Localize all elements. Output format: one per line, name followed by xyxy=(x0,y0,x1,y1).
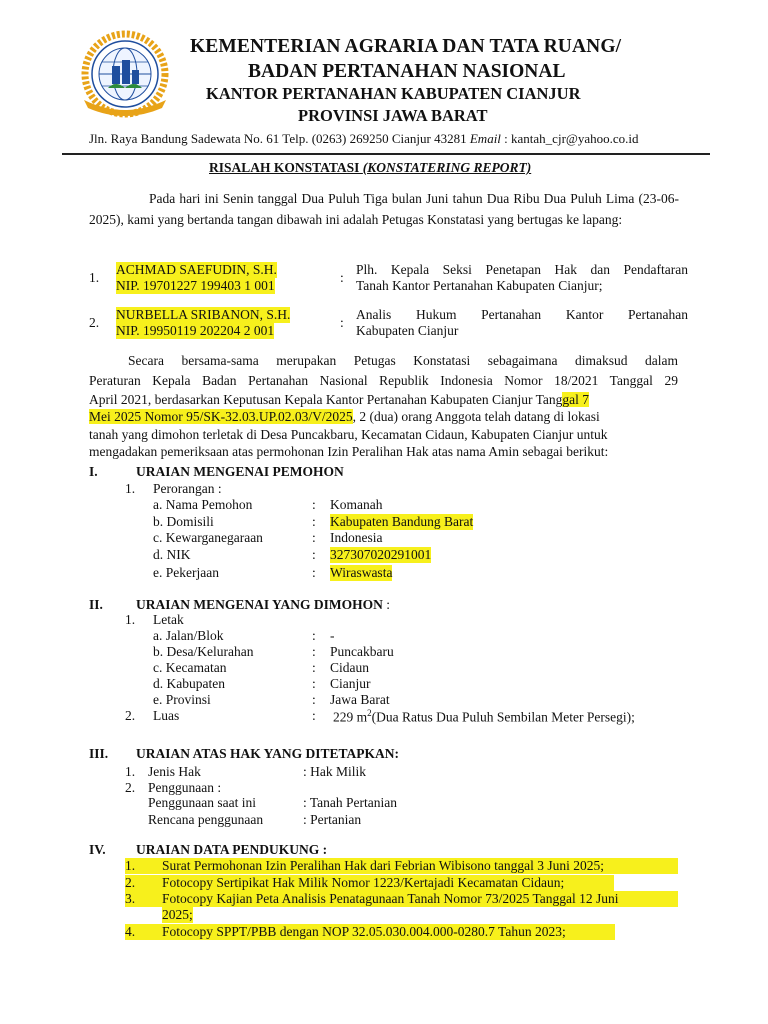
field-label: a. Jalan/Blok xyxy=(153,628,224,643)
section-roman: III. xyxy=(89,746,109,761)
header-address xyxy=(89,131,639,147)
field-value: Indonesia xyxy=(330,530,383,545)
area-value: 229 m xyxy=(333,709,368,725)
body-text: , 2 (dua) orang Anggota telah datang di lokasi xyxy=(352,409,600,424)
officer-role-line2: Tanah Kantor Pertanahan Kabupaten Cianjur; xyxy=(356,278,603,293)
field-value: Jawa Barat xyxy=(330,692,390,707)
list-text: Fotocopy Sertipikat Hak Milik Nomor 1223/Kertajadi Kecamatan Cidaun; xyxy=(162,875,565,890)
field-label: Penggunaan saat ini xyxy=(148,795,256,810)
officer-nip: NIP. 19701227 199403 1 001 xyxy=(116,278,275,293)
sub-number: 1. xyxy=(125,612,136,627)
body-line: mengadakan pemeriksaan atas permohonan Izin Peralihan Hak atas nama Amin sebagai berikut: xyxy=(89,444,609,459)
list-number: 4. xyxy=(125,924,136,939)
list-text: Fotocopy SPPT/PBB dengan NOP 32.05.030.004.000-0280.7 Tahun 2023; xyxy=(162,924,566,939)
list-text: Fotocopy Kajian Peta Analisis Penatagunaan Tanah Nomor 73/2025 Tanggal 12 Juni xyxy=(162,891,619,906)
field-label: b. Domisili xyxy=(153,514,214,529)
field-label: Rencana penggunaan xyxy=(148,812,264,827)
field-colon: : xyxy=(312,628,316,643)
officer-name: NURBELLA SRIBANON, S.H. xyxy=(116,307,291,322)
body-text: April 2021, berdasarkan Keputusan Kepala Kantor Pertanahan Kabupaten Cianjur Tang xyxy=(89,392,563,407)
list-text: Surat Permohonan Izin Peralihan Hak dari Febrian Wibisono tanggal 3 Juni 2025; xyxy=(162,858,604,873)
officer-colon: : xyxy=(340,315,344,330)
field-colon: : xyxy=(312,530,316,545)
officer-nip: NIP. 19950119 202204 2 001 xyxy=(116,323,275,338)
field-label: d. Kabupaten xyxy=(153,676,225,691)
document-title xyxy=(209,160,531,176)
body-line: Peraturan Kepala Badan Pertanahan Nasional Republik Indonesia Nomor 18/2021 Tanggal 29 xyxy=(89,373,678,388)
body-highlight: Mei 2025 Nomor 95/SK-32.03.UP.02.03/V/2025 xyxy=(89,409,353,424)
officer-number: 2. xyxy=(89,315,100,330)
list-number: 1. xyxy=(125,858,136,873)
sub-number: 1. xyxy=(125,764,136,779)
section-roman: IV. xyxy=(89,842,106,857)
officer-number: 1. xyxy=(89,270,100,285)
field-colon: : xyxy=(312,514,316,529)
body-line: tanah yang dimohon terletak di Desa Puncakbaru, Kecamatan Cidaun, Kabupaten Cianjur untuk xyxy=(89,427,608,442)
sub-label: Jenis Hak xyxy=(148,764,201,779)
officer-colon: : xyxy=(340,270,344,285)
section-title: URAIAN ATAS HAK YANG DITETAPKAN: xyxy=(136,746,400,761)
section-title-text: URAIAN MENGENAI YANG DIMOHON xyxy=(136,597,383,612)
body-line xyxy=(89,409,600,425)
field-colon: : xyxy=(312,676,316,691)
section-title-suffix: : xyxy=(382,597,391,612)
email-value[interactable]: : kantah_cjr@yahoo.co.id xyxy=(504,131,639,146)
sub-label: Perorangan : xyxy=(153,481,222,496)
header-office: KANTOR PERTANAHAN KABUPATEN CIANJUR xyxy=(206,84,581,103)
field-colon: : xyxy=(312,660,316,675)
sub-label: Luas xyxy=(153,708,180,723)
field-value: : Tanah Pertanian xyxy=(303,795,398,810)
section-title: URAIAN MENGENAI PEMOHON xyxy=(136,464,344,479)
field-value: : Pertanian xyxy=(303,812,362,827)
officer-role-line2: Kabupaten Cianjur xyxy=(356,323,459,338)
field-colon: : xyxy=(312,708,316,723)
title-italic: (KONSTATERING REPORT) xyxy=(362,160,532,175)
field-label: d. NIK xyxy=(153,547,191,562)
sub-number: 1. xyxy=(125,481,136,496)
body-line: Secara bersama-sama merupakan Petugas Konstatasi sebagaimana dimaksud dalam xyxy=(128,353,678,368)
field-label: e. Pekerjaan xyxy=(153,565,219,580)
field-colon: : xyxy=(312,692,316,707)
field-value: - xyxy=(330,628,335,643)
officer-role-line1: Plh. Kepala Seksi Penetapan Hak dan Pendaftaran xyxy=(356,262,688,277)
list-number: 3. xyxy=(125,891,136,906)
section-title: URAIAN DATA PENDUKUNG : xyxy=(136,842,328,857)
field-value: Kabupaten Bandung Barat xyxy=(330,514,474,529)
officer-name: ACHMAD SAEFUDIN, S.H. xyxy=(116,262,277,277)
field-label: a. Nama Pemohon xyxy=(153,497,253,512)
field-value: Cianjur xyxy=(330,676,371,691)
field-colon: : xyxy=(312,644,316,659)
header-ministry: KEMENTERIAN AGRARIA DAN TATA RUANG/ xyxy=(190,36,622,57)
list-item xyxy=(125,924,615,940)
section-roman: I. xyxy=(89,464,98,479)
header-divider xyxy=(62,153,710,155)
field-value: 327307020291001 xyxy=(330,547,432,562)
list-item xyxy=(125,875,614,891)
field-label: c. Kecamatan xyxy=(153,660,227,675)
field-colon: : xyxy=(312,565,316,580)
field-value: Komanah xyxy=(330,497,383,512)
field-label: e. Provinsi xyxy=(153,692,211,707)
field-value: Puncakbaru xyxy=(330,644,394,659)
body-highlight: gal 7 xyxy=(562,392,590,407)
list-item-continuation: 2025; xyxy=(162,907,193,922)
body-line xyxy=(89,392,589,408)
list-item xyxy=(125,891,678,907)
list-number: 2. xyxy=(125,875,136,890)
officer-role-line1: Analis Hukum Pertanahan Kantor Pertanahan xyxy=(356,307,688,322)
sub-label: Penggunaan : xyxy=(148,780,222,795)
field-value xyxy=(333,708,635,726)
address-text: Jln. Raya Bandung Sadewata No. 61 Telp. (0263) 269250 Cianjur 43281 xyxy=(89,131,467,146)
field-label: c. Kewarganegaraan xyxy=(153,530,263,545)
field-value: Wiraswasta xyxy=(330,565,393,580)
field-value: : Hak Milik xyxy=(303,764,366,779)
email-label: Email xyxy=(469,131,501,146)
area-unit-sup: 2 xyxy=(367,708,372,718)
field-label: b. Desa/Kelurahan xyxy=(153,644,254,659)
title-main: RISALAH KONSTATASI xyxy=(209,160,363,175)
intro-paragraph: Pada hari ini Senin tanggal Dua Puluh Tiga bulan Juni tahun Dua Ribu Dua Puluh Lima (23-06-2025), kami yang bertanda tangan dibawah ini adalah Petugas Konstatasi yang bertugas ke lapang: xyxy=(89,191,679,227)
section-title xyxy=(136,597,390,613)
bpn-logo xyxy=(64,28,186,118)
sub-number: 2. xyxy=(125,708,136,723)
sub-number: 2. xyxy=(125,780,136,795)
field-colon: : xyxy=(312,547,316,562)
field-colon: : xyxy=(312,497,316,512)
sub-label: Letak xyxy=(153,612,184,627)
list-item xyxy=(125,858,678,874)
area-text: (Dua Ratus Dua Puluh Sembilan Meter Persegi); xyxy=(371,709,635,725)
header-province: PROVINSI JAWA BARAT xyxy=(298,106,488,125)
field-value: Cidaun xyxy=(330,660,369,675)
section-roman: II. xyxy=(89,597,103,612)
header-agency: BADAN PERTANAHAN NASIONAL xyxy=(248,61,566,82)
